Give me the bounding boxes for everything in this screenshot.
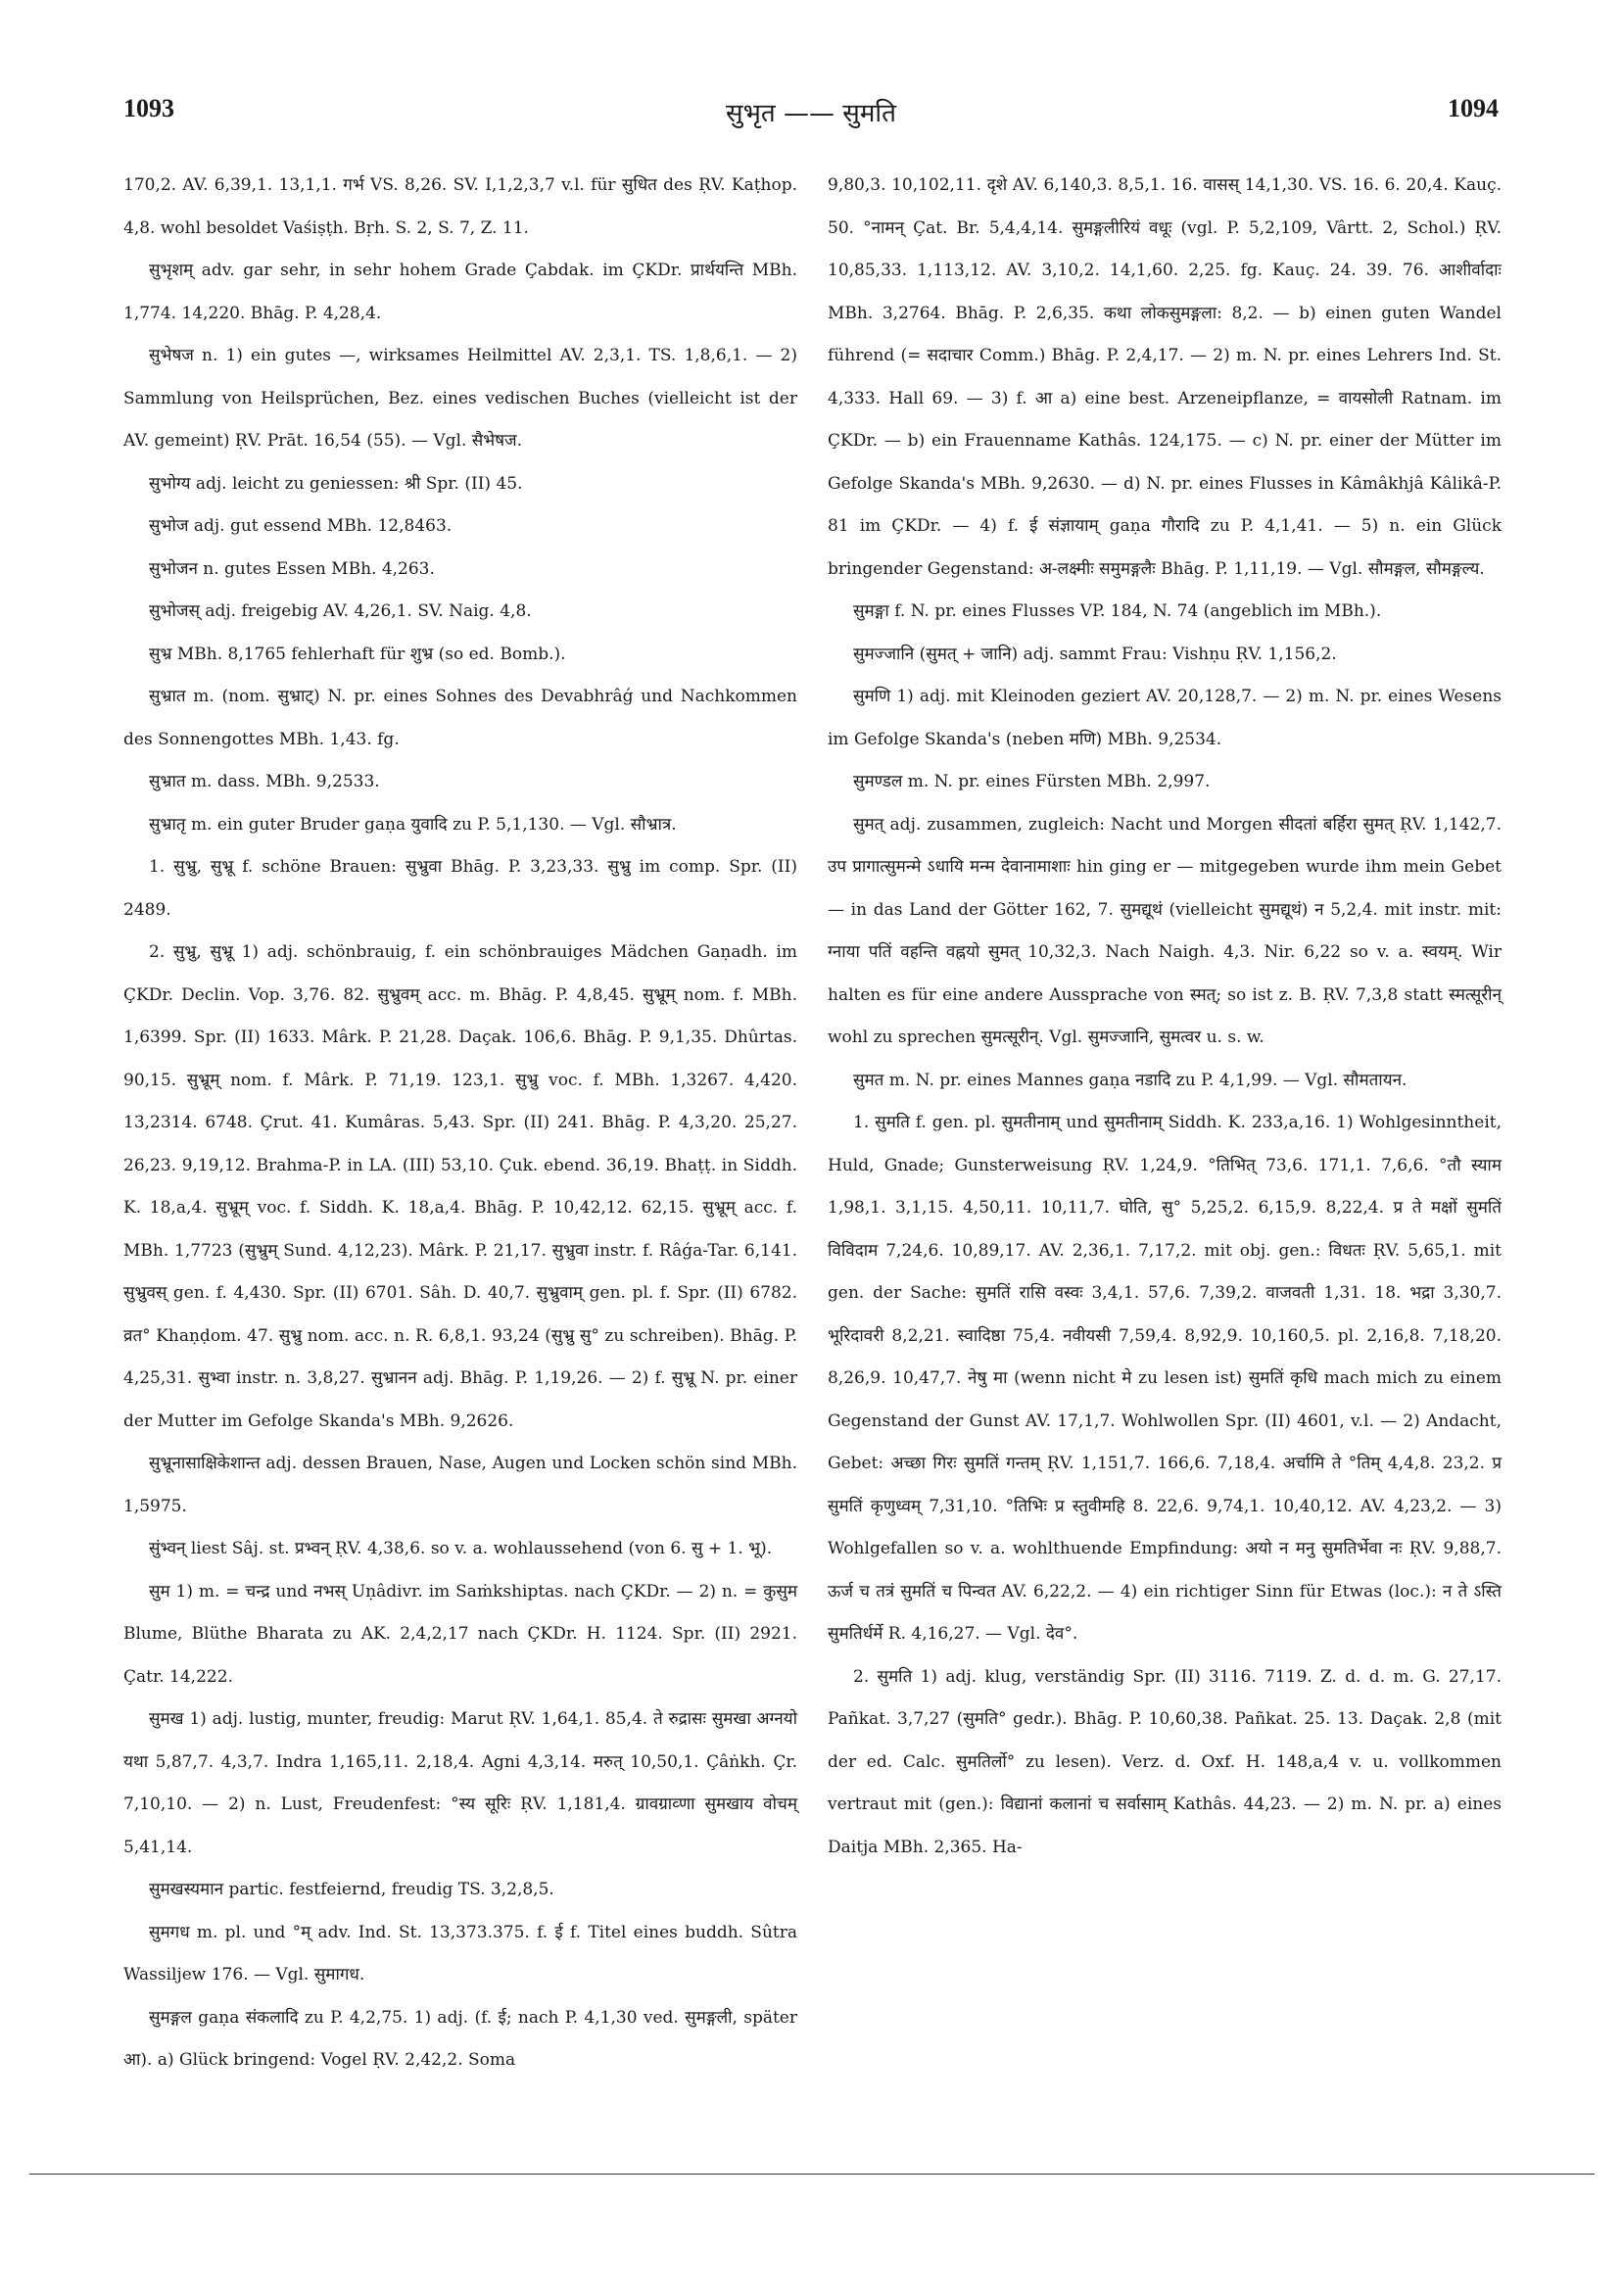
dictionary-entry: सुमङ्गल gaṇa संकलादि zu P. 4,2,75. 1) adj. (f. ई; nach P. 4,1,30 ved. सुमङ्गली, später आ). a) Glück bringend: Vogel ṚV. 2,42,2. Soma	[123, 2007, 797, 2070]
dictionary-entry: 1. सुभ्रु, सुभ्रू f. schöne Brauen: सुभ्रुवा Bhāg. P. 3,23,33. सुभ्रु im comp. Spr. (II) 2489.	[123, 857, 797, 920]
left-page-number: 1093	[123, 94, 174, 122]
dictionary-entry: सुभेषज n. 1) ein gutes —, wirksames Heilmittel AV. 2,3,1. TS. 1,8,6,1. — 2) Sammlung von Heilsprüchen, Bez. eines vedischen Buches (vielleicht ist der AV. gemeint) ṚV. Prāt. 16,54 (55). — Vgl. सैभेषज.	[123, 346, 797, 451]
dictionary-entry: सुमगध m. pl. und °म् adv. Ind. St. 13,373.375. f. ई f. Titel eines buddh. Sûtra Wassiljew 176. — Vgl. सुमागध.	[123, 1922, 797, 1985]
dictionary-entry: सुभ्रातृ m. ein guter Bruder gaṇa युवादि zu P. 5,1,130. — Vgl. सौभ्रात्र.	[149, 814, 677, 835]
dictionary-entry: सुभोजस् adj. freigebig AV. 4,26,1. SV. Naig. 4,8.	[149, 601, 532, 621]
dictionary-entry: 170,2. AV. 6,39,1. 13,1,1. गर्भ VS. 8,26. SV. I,1,2,3,7 v.l. für सुधित des ṚV. Kaṭhop. 4,8. wohl besoldet Vaśiṣṭh. Bṛh. S. 2, S. 7, Z. 11.	[123, 175, 797, 238]
dictionary-entry: 9,80,3. 10,102,11. दृशे AV. 6,140,3. 8,5,1. 16. वासस् 14,1,30. VS. 16. 6. 20,4. Kauç. 50. °नामन् Çat. Br. 5,4,4,14. सुमङ्गलीरियं वधूः (vgl. P. 5,2,109, Vârtt. 2, Schol.) ṚV. 10,85,33. 1,113,12. AV. 3,10,2. 14,1,60. 2,25. fg. Kauç. 24. 39. 76. आशीर्वादाः MBh. 3,2764. Bhāg. P. 2,6,35. कथा लोकसुमङ्गला: 8,2. — b) einen guten Wandel führend (= सदाचार Comm.) Bhāg. P. 2,4,17. — 2) m. N. pr. eines Lehrers Ind. St. 4,333. Hall 69. — 3) f. आ a) eine best. Arzeneipflanze, = वायसोली Ratnam. im ÇKDr. — b) ein Frauenname Kathâs. 124,175. — c) N. pr. einer der Mütter im Gefolge Skanda's MBh. 9,2630. — d) N. pr. eines Flusses in Kâmâkhjâ Kâlikâ-P. 81 im ÇKDr. — 4) f. ई संज्ञायाम् gaṇa गौरादि zu P. 4,1,41. — 5) n. ein Glück bringender Gegenstand: अ-लक्ष्मीः समुमङ्गलैः Bhāg. P. 1,11,19. — Vgl. सौमङ्गल, सौमङ्गल्य.	[828, 175, 1502, 579]
dictionary-entry: 1. सुमति f. gen. pl. सुमतीनाम् und सुमतीनाम् Siddh. K. 233,a,16. 1) Wohlgesinntheit, Huld, Gnade; Gunsterweisung ṚV. 1,24,9. °तिभित् 73,6. 171,1. 7,6,6. °तौ स्याम 1,98,1. 3,1,15. 4,50,11. 10,11,7. घोति, सु° 5,25,2. 6,15,9. 8,22,4. प्र ते मक्षों सुमतिं विविदाम 7,24,6. 10,89,17. AV. 2,36,1. 7,17,2. mit obj. gen.: विधतः ṚV. 5,65,1. mit gen. der Sache: सुमतिं रासि वस्वः 3,4,1. 57,6. 7,39,2. वाजवती 1,31. 18. भद्रा 3,30,7. भूरिदावरी 8,2,21. स्वादिष्ठा 75,4. नवीयसी 7,59,4. 8,92,9. 10,160,5. pl. 2,16,8. 7,18,20. 8,26,9. 10,47,7. नेषु मा (wenn nicht मे zu lesen ist) सुमतिं कृधि mach mich zu einem Gegenstand der Gunst AV. 17,1,7. Wohlwollen Spr. (II) 4601, v.l. — 2) Andacht, Gebet: अच्छा गिरः सुमतिं गन्तम् ṚV. 1,151,7. 166,6. 7,18,4. अर्चामि ते °तिम् 4,4,8. 23,2. प्र सुमतिं कृणुध्वम् 7,31,10. °तिभिः प्र स्तुवीमहि 8. 22,6. 9,74,1. 10,40,12. AV. 4,23,2. — 3) Wohlgefallen so v. a. wohlthuende Empfindung: अयो न मनु सुमतिर्भेवा नः ṚV. 9,88,7. ऊर्ज च तत्रं सुमतिं च पिन्वत AV. 6,22,2. — 4) ein richtiger Sinn für Etwas (loc.): न ते ऽस्ति सुमतिर्धर्मे R. 4,16,27. — Vgl. देव°.	[828, 1113, 1502, 1644]
dictionary-entry: सुमणि 1) adj. mit Kleinoden geziert AV. 20,128,7. — 2) m. N. pr. eines Wesens im Gefolge Skanda's (neben मणि) MBh. 9,2534.	[828, 687, 1502, 749]
dictionary-entry: सुभ्रूनासाक्षिकेशान्त adj. dessen Brauen, Nase, Augen und Locken schön sind MBh. 1,5975.	[123, 1454, 797, 1516]
footer-rule	[29, 2174, 1595, 2175]
dictionary-entry: सुभोजन n. gutes Essen MBh. 4,263.	[149, 558, 435, 579]
running-head: सुभृत —— सुमति	[726, 99, 896, 128]
dictionary-entry: सुमख 1) adj. lustig, munter, freudig: Marut ṚV. 1,64,1. 85,4. ते रुद्रासः सुमखा अग्नयो यथा 5,87,7. 4,3,7. Indra 1,165,11. 2,18,4. Agni 4,3,14. मरुत् 10,50,1. Çâṅkh. Çr. 7,10,10. — 2) n. Lust, Freudenfest: °स्य सूरिः ṚV. 1,181,4. ग्रावग्राव्णा सुमखाय वोचम् 5,41,14.	[123, 1709, 797, 1857]
dictionary-entry: 2. सुमति 1) adj. klug, verständig Spr. (II) 3116. 7119. Z. d. d. m. G. 27,17. Pañkat. 3,7,27 (सुमति° gedr.). Bhāg. P. 10,60,38. Pañkat. 25. 13. Daçak. 2,8 (mit der ed. Calc. सुमतिर्लो° zu lesen). Verz. d. Oxf. H. 148,a,4 v. u. vollkommen vertraut mit (gen.): विद्यानां कलानां च सर्वासाम् Kathâs. 44,23. — 2) m. N. pr. a) eines Daitja MBh. 2,365. Ha-	[828, 1666, 1502, 1857]
dictionary-entry: सुमत m. N. pr. eines Mannes gaṇa नडादि zu P. 4,1,99. — Vgl. सौमतायन.	[853, 1070, 1407, 1090]
dictionary-entry: सुमत् adj. zusammen, zugleich: Nacht und Morgen सीदतां बर्हिरा सुमत् ṚV. 1,142,7. उप प्रागात्सुमन्मे ऽधायि मन्म देवानामाशाः hin ging er — mitgegeben wurde ihm mein Gebet — in das Land der Götter 162, 7. सुमद्यूथं (vielleicht सुमद्यूथं) न 5,2,4. mit instr. mit: ग्नाया पतिं वहन्ति वह्नयो सुमत् 10,32,3. Nach Naigh. 4,3. Nir. 6,22 so v. a. स्वयम्. Wir halten es für eine andere Aussprache von स्मत्; so ist z. B. ṚV. 7,3,8 statt स्मत्सूरीन् wohl zu sprechen सुमत्सूरीन्. Vgl. सुमज्जानि, सुमत्वर u. s. w.	[828, 814, 1502, 1047]
dictionary-entry: सुभ्रात m. dass. MBh. 9,2533.	[149, 772, 380, 791]
dictionary-entry: सुम 1) m. = चन्द्र und नभस् Uṇâdivr. im Saṁkshiptas. nach ÇKDr. — 2) n. = कुसुम Blume, Blüthe Bharata zu AK. 2,4,2,17 nach ÇKDr. H. 1124. Spr. (II) 2921. Çatr. 14,222.	[123, 1581, 797, 1687]
dictionary-entry: सुमज्जानि (सुमत् + जानि) adj. sammt Frau: Vishṇu ṚV. 1,156,2.	[853, 644, 1337, 664]
dictionary-entry: सुभ्र MBh. 8,1765 fehlerhaft für शुभ्र (so ed. Bomb.).	[149, 644, 566, 664]
right-column	[828, 165, 1502, 1869]
dictionary-entry: सुमङ्गा f. N. pr. eines Flusses VP. 184, N. 74 (angeblich im MBh.).	[853, 601, 1382, 621]
dictionary-entry: सुमण्डल m. N. pr. eines Fürsten MBh. 2,997.	[853, 772, 1211, 791]
page-header	[123, 94, 1499, 133]
dictionary-entry: सुंभ्वन् liest Sâj. st. प्रभ्वन् ṚV. 4,38,6. so v. a. wohlaussehend (von 6. सु + 1. भू).	[149, 1539, 773, 1558]
right-page-number: 1094	[1448, 94, 1499, 122]
dictionary-entry: सुभोग्य adj. leicht zu geniessen: श्री Spr. (II) 45.	[149, 473, 523, 494]
dictionary-entry: सुमखस्यमान partic. festfeiernd, freudig TS. 3,2,8,5.	[149, 1880, 554, 1899]
dictionary-entry: 2. सुभ्रु, सुभ्रू 1) adj. schönbrauig, f. ein schönbrauiges Mädchen Gaṇadh. im ÇKDr. Declin. Vop. 3,76. 82. सुभ्रुवम् acc. m. Bhāg. P. 4,8,45. सुभ्रूम् nom. f. MBh. 1,6399. Spr. (II) 1633. Mârk. P. 21,28. Daçak. 106,6. Bhāg. P. 9,1,35. Dhûrtas. 90,15. सुभ्रूम् nom. f. Mârk. P. 71,19. 123,1. सुभ्रु voc. f. MBh. 1,3267. 4,420. 13,2314. 6748. Çrut. 41. Kumâras. 5,43. Spr. (II) 241. Bhāg. P. 4,3,20. 25,27. 26,23. 9,19,12. Brahma-P. in LA. (III) 53,10. Çuk. ebend. 36,19. Bhaṭṭ. in Siddh. K. 18,a,4. सुभ्रूम् voc. f. Siddh. K. 18,a,4. Bhāg. P. 10,42,12. 62,15. सुभ्रूम् acc. f. MBh. 1,7723 (सुभ्रुम् Sund. 4,12,23). Mârk. P. 21,17. सुभ्रुवा instr. f. Râǵa-Tar. 6,141. सुभ्रुवस् gen. f. 4,430. Spr. (II) 6701. Sâh. D. 40,7. सुभ्रुवाम् gen. pl. f. Spr. (II) 6782. व्रत° Khaṇḍom. 47. सुभ्रु nom. acc. n. R. 6,8,1. 93,24 (सुभ्रु सु° zu schreiben). Bhāg. P. 4,25,31. सुभ्वा instr. n. 3,8,27. सुभ्रानन adj. Bhāg. P. 1,19,26. — 2) f. सुभ्रू N. pr. einer der Mutter im Gefolge Skanda's MBh. 9,2626.	[123, 942, 797, 1431]
dictionary-entry: सुभोज adj. gut essend MBh. 12,8463.	[149, 516, 453, 536]
left-column	[123, 165, 797, 2082]
dictionary-entry: सुभृशम् adv. gar sehr, in sehr hohem Grade Çabdak. im ÇKDr. प्रार्थयन्ति MBh. 1,774. 14,220. Bhāg. P. 4,28,4.	[123, 261, 797, 323]
dictionary-entry: सुभ्रात m. (nom. सुभ्राट्) N. pr. eines Sohnes des Devabhrâǵ und Nachkommen des Sonnengottes MBh. 1,43. fg.	[123, 687, 797, 749]
